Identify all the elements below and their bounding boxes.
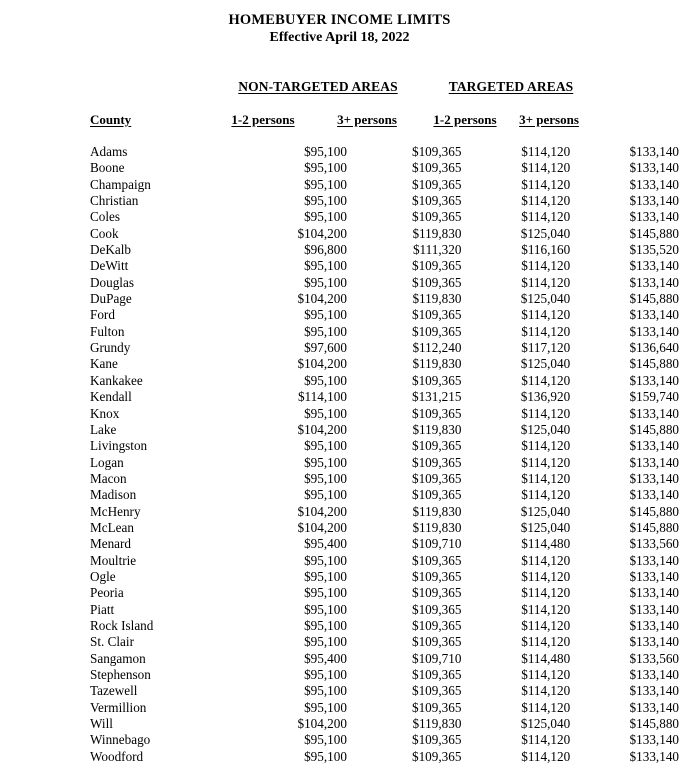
table-row [0, 258, 679, 274]
cell-non-targeted-3-plus: $119,830 [412, 291, 462, 307]
table-row [0, 373, 679, 389]
cell-non-targeted-1-2: $95,100 [304, 470, 347, 486]
cell-targeted-3-plus: $133,140 [629, 568, 679, 584]
column-header-targeted-1-2-persons: 1-2 persons [433, 112, 497, 127]
cell-targeted-1-2: $114,480 [521, 650, 571, 666]
table-row [0, 683, 679, 699]
cell-targeted-1-2: $114,120 [521, 601, 571, 617]
table-row [0, 406, 679, 422]
column-group-header-row [0, 79, 679, 99]
cell-county: Grundy [90, 340, 131, 356]
cell-targeted-3-plus: $133,140 [629, 307, 679, 323]
cell-county: Logan [90, 454, 124, 470]
cell-non-targeted-3-plus: $109,365 [411, 601, 462, 617]
cell-targeted-1-2: $114,120 [521, 438, 571, 454]
cell-targeted-1-2: $114,120 [521, 193, 571, 209]
cell-targeted-3-plus: $133,140 [629, 470, 679, 486]
cell-non-targeted-3-plus: $119,830 [412, 421, 462, 437]
cell-county: DeWitt [90, 258, 129, 274]
cell-non-targeted-3-plus: $109,365 [411, 307, 462, 323]
cell-targeted-1-2: $114,120 [521, 732, 571, 748]
cell-non-targeted-1-2: $95,100 [304, 634, 347, 650]
cell-county: Tazewell [90, 683, 138, 699]
table-body [0, 144, 679, 765]
cell-targeted-1-2: $114,120 [521, 748, 571, 764]
cell-non-targeted-1-2: $95,100 [304, 405, 347, 421]
table-row [0, 585, 679, 601]
cell-targeted-1-2: $125,040 [520, 291, 571, 307]
cell-targeted-3-plus: $133,140 [629, 323, 679, 339]
cell-targeted-1-2: $114,120 [521, 585, 571, 601]
cell-non-targeted-3-plus: $109,365 [411, 748, 462, 764]
cell-non-targeted-3-plus: $109,365 [411, 699, 462, 715]
table-row [0, 209, 679, 225]
cell-targeted-1-2: $125,040 [520, 716, 571, 732]
cell-county: Peoria [90, 585, 124, 601]
cell-targeted-1-2: $114,120 [521, 454, 571, 470]
table-row [0, 455, 679, 471]
cell-targeted-1-2: $114,120 [521, 176, 571, 192]
table-row [0, 667, 679, 683]
cell-non-targeted-1-2: $97,600 [304, 340, 347, 356]
cell-non-targeted-1-2: $104,200 [297, 716, 347, 732]
cell-non-targeted-1-2: $95,100 [304, 601, 347, 617]
cell-county: Ogle [90, 568, 116, 584]
cell-non-targeted-1-2: $104,200 [297, 421, 347, 437]
cell-non-targeted-3-plus: $109,365 [411, 372, 462, 388]
cell-non-targeted-3-plus: $109,365 [411, 617, 462, 633]
table-row [0, 291, 679, 307]
cell-county: St. Clair [90, 634, 134, 650]
cell-non-targeted-3-plus: $109,365 [411, 470, 462, 486]
cell-targeted-3-plus: $133,140 [629, 193, 679, 209]
cell-targeted-1-2: $114,120 [521, 568, 571, 584]
cell-non-targeted-1-2: $95,100 [304, 552, 347, 568]
cell-non-targeted-3-plus: $119,830 [412, 519, 462, 535]
cell-non-targeted-3-plus: $109,365 [411, 405, 462, 421]
group-header-targeted-areas: TARGETED AREAS [448, 79, 574, 94]
cell-non-targeted-3-plus: $109,365 [411, 552, 462, 568]
cell-targeted-3-plus: $145,880 [629, 356, 679, 372]
table-row [0, 177, 679, 193]
table-row [0, 651, 679, 667]
cell-county: Knox [90, 405, 120, 421]
cell-non-targeted-1-2: $95,100 [304, 568, 347, 584]
cell-county: Boone [90, 160, 125, 176]
table-row [0, 242, 679, 258]
cell-targeted-3-plus: $145,880 [629, 503, 679, 519]
cell-non-targeted-1-2: $95,100 [304, 209, 347, 225]
cell-targeted-1-2: $117,120 [521, 340, 571, 356]
cell-targeted-3-plus: $133,140 [629, 699, 679, 715]
cell-county: DuPage [90, 291, 132, 307]
table-row [0, 389, 679, 405]
cell-targeted-1-2: $114,120 [521, 470, 571, 486]
cell-targeted-1-2: $114,120 [521, 144, 571, 159]
cell-non-targeted-3-plus: $109,710 [411, 650, 462, 666]
cell-non-targeted-3-plus: $109,365 [411, 454, 462, 470]
table-row [0, 340, 679, 356]
table-row [0, 569, 679, 585]
cell-targeted-3-plus: $133,140 [629, 372, 679, 388]
cell-county: Rock Island [90, 617, 154, 633]
cell-non-targeted-1-2: $95,100 [304, 438, 347, 454]
cell-non-targeted-1-2: $95,400 [304, 536, 347, 552]
cell-non-targeted-1-2: $96,800 [304, 242, 347, 258]
cell-targeted-3-plus: $133,140 [629, 274, 679, 290]
cell-county: Adams [90, 144, 128, 159]
cell-county: Sangamon [90, 650, 146, 666]
cell-targeted-3-plus: $133,140 [629, 160, 679, 176]
cell-county: Macon [90, 470, 127, 486]
table-row [0, 422, 679, 438]
cell-targeted-1-2: $125,040 [520, 225, 571, 241]
cell-non-targeted-3-plus: $109,365 [411, 487, 462, 503]
cell-targeted-1-2: $114,120 [521, 160, 571, 176]
cell-county: Kankakee [90, 372, 143, 388]
cell-non-targeted-3-plus: $109,365 [411, 160, 462, 176]
table-row [0, 520, 679, 536]
cell-targeted-3-plus: $135,520 [629, 242, 679, 258]
cell-county: Coles [90, 209, 121, 225]
cell-non-targeted-1-2: $114,100 [297, 389, 347, 405]
cell-non-targeted-1-2: $95,100 [304, 274, 347, 290]
table-row [0, 536, 679, 552]
cell-non-targeted-1-2: $95,100 [304, 176, 347, 192]
cell-non-targeted-3-plus: $109,365 [411, 144, 462, 159]
cell-non-targeted-1-2: $104,200 [297, 503, 347, 519]
table-row [0, 471, 679, 487]
table-row [0, 307, 679, 323]
cell-county: Stephenson [90, 667, 151, 682]
cell-county: Fulton [90, 323, 125, 339]
cell-county: Livingston [90, 438, 148, 454]
cell-targeted-1-2: $114,120 [521, 617, 571, 633]
cell-non-targeted-3-plus: $119,830 [412, 356, 462, 372]
cell-targeted-3-plus: $145,880 [629, 291, 679, 307]
cell-non-targeted-3-plus: $109,365 [411, 634, 462, 650]
cell-targeted-3-plus: $133,140 [629, 438, 679, 454]
cell-non-targeted-3-plus: $119,830 [412, 716, 462, 732]
table-row [0, 356, 679, 372]
cell-targeted-3-plus: $133,140 [629, 487, 679, 503]
cell-targeted-1-2: $114,480 [521, 536, 571, 552]
table-row [0, 275, 679, 291]
cell-targeted-3-plus: $145,880 [629, 519, 679, 535]
cell-targeted-3-plus: $133,140 [629, 552, 679, 568]
cell-non-targeted-3-plus: $109,365 [411, 585, 462, 601]
cell-targeted-1-2: $125,040 [520, 519, 571, 535]
cell-targeted-1-2: $125,040 [520, 356, 571, 372]
column-header-county: County [90, 112, 132, 127]
cell-county: Lake [90, 421, 117, 437]
cell-non-targeted-3-plus: $109,365 [411, 209, 462, 225]
cell-non-targeted-1-2: $95,100 [304, 732, 347, 748]
cell-non-targeted-1-2: $95,100 [304, 699, 347, 715]
cell-targeted-1-2: $114,120 [521, 209, 571, 225]
table-row [0, 749, 679, 765]
table-row [0, 504, 679, 520]
table-row [0, 553, 679, 569]
cell-targeted-1-2: $114,120 [521, 683, 571, 699]
cell-targeted-1-2: $114,120 [521, 634, 571, 650]
cell-non-targeted-3-plus: $109,365 [411, 258, 462, 274]
table-row [0, 160, 679, 176]
cell-county: Kendall [90, 389, 132, 405]
cell-targeted-3-plus: $133,560 [629, 536, 679, 552]
cell-non-targeted-1-2: $95,100 [304, 144, 347, 159]
cell-targeted-1-2: $125,040 [520, 503, 571, 519]
cell-targeted-3-plus: $133,140 [629, 258, 679, 274]
cell-non-targeted-1-2: $95,400 [304, 650, 347, 666]
cell-targeted-3-plus: $133,140 [629, 176, 679, 192]
cell-county: Woodford [90, 748, 144, 764]
cell-county: DeKalb [90, 242, 132, 258]
table-row [0, 144, 679, 160]
cell-non-targeted-1-2: $95,100 [304, 585, 347, 601]
cell-non-targeted-1-2: $95,100 [304, 617, 347, 633]
table-row [0, 602, 679, 618]
cell-non-targeted-1-2: $104,200 [297, 356, 347, 372]
cell-county: Will [90, 716, 113, 732]
cell-non-targeted-3-plus: $109,365 [411, 568, 462, 584]
cell-county: Cook [90, 225, 119, 241]
cell-targeted-3-plus: $133,140 [629, 732, 679, 748]
cell-targeted-3-plus: $133,140 [629, 683, 679, 699]
document-header [0, 12, 679, 46]
cell-targeted-1-2: $114,120 [521, 667, 571, 682]
column-header-targeted-3-plus-persons: 3+ persons [519, 112, 579, 127]
column-header-non-targeted-1-2-persons: 1-2 persons [231, 112, 295, 127]
cell-targeted-1-2: $114,120 [521, 405, 571, 421]
table-row [0, 700, 679, 716]
cell-county: McHenry [90, 503, 141, 519]
cell-county: Menard [90, 536, 132, 552]
cell-non-targeted-1-2: $95,100 [304, 323, 347, 339]
cell-targeted-1-2: $125,040 [520, 421, 571, 437]
cell-targeted-1-2: $114,120 [521, 274, 571, 290]
cell-non-targeted-3-plus: $119,830 [412, 225, 462, 241]
cell-targeted-1-2: $114,120 [521, 552, 571, 568]
cell-targeted-1-2: $114,120 [521, 487, 571, 503]
table-header-row [0, 112, 679, 132]
cell-county: Douglas [90, 274, 134, 290]
table-row [0, 438, 679, 454]
table-row [0, 732, 679, 748]
cell-non-targeted-3-plus: $119,830 [412, 503, 462, 519]
cell-county: Winnebago [90, 732, 151, 748]
cell-non-targeted-1-2: $95,100 [304, 454, 347, 470]
cell-targeted-3-plus: $136,640 [629, 340, 679, 356]
column-header-non-targeted-3-plus-persons: 3+ persons [337, 112, 397, 127]
cell-targeted-3-plus: $133,140 [629, 209, 679, 225]
cell-non-targeted-3-plus: $109,365 [411, 732, 462, 748]
cell-county: Ford [90, 307, 115, 323]
table-row [0, 634, 679, 650]
cell-targeted-1-2: $114,120 [521, 307, 571, 323]
cell-county: Christian [90, 193, 139, 209]
cell-non-targeted-3-plus: $109,365 [411, 683, 462, 699]
cell-targeted-3-plus: $133,140 [629, 454, 679, 470]
cell-targeted-3-plus: $133,140 [629, 405, 679, 421]
cell-non-targeted-1-2: $95,100 [304, 667, 347, 682]
cell-non-targeted-1-2: $104,200 [297, 291, 347, 307]
table-row [0, 324, 679, 340]
cell-targeted-3-plus: $145,880 [629, 716, 679, 732]
cell-non-targeted-1-2: $95,100 [304, 372, 347, 388]
cell-non-targeted-3-plus: $112,240 [412, 340, 462, 356]
cell-county: Moultrie [90, 552, 137, 568]
cell-non-targeted-1-2: $104,200 [297, 519, 347, 535]
cell-targeted-1-2: $136,920 [520, 389, 571, 405]
cell-targeted-3-plus: $133,140 [629, 667, 679, 682]
cell-non-targeted-1-2: $95,100 [304, 258, 347, 274]
cell-county: McLean [90, 519, 134, 535]
cell-non-targeted-1-2: $95,100 [304, 683, 347, 699]
cell-county: Madison [90, 487, 137, 503]
cell-non-targeted-3-plus: $109,365 [411, 438, 462, 454]
group-header-non-targeted-areas: NON-TARGETED AREAS [238, 79, 398, 94]
table-row [0, 193, 679, 209]
cell-non-targeted-3-plus: $111,320 [412, 242, 462, 258]
cell-county: Champaign [90, 176, 151, 192]
cell-targeted-3-plus: $133,140 [629, 601, 679, 617]
cell-targeted-3-plus: $133,140 [629, 617, 679, 633]
cell-non-targeted-3-plus: $109,365 [411, 193, 462, 209]
cell-non-targeted-3-plus: $109,365 [411, 323, 462, 339]
cell-non-targeted-1-2: $95,100 [304, 307, 347, 323]
cell-targeted-1-2: $114,120 [521, 372, 571, 388]
table-row [0, 487, 679, 503]
cell-targeted-1-2: $116,160 [521, 242, 571, 258]
cell-non-targeted-3-plus: $109,365 [411, 667, 462, 682]
cell-non-targeted-3-plus: $109,365 [411, 274, 462, 290]
table-row [0, 618, 679, 634]
cell-targeted-1-2: $114,120 [521, 323, 571, 339]
cell-targeted-1-2: $114,120 [521, 699, 571, 715]
cell-targeted-3-plus: $159,740 [629, 389, 679, 405]
table-row [0, 226, 679, 242]
cell-targeted-3-plus: $145,880 [629, 225, 679, 241]
page-title: HOMEBUYER INCOME LIMITS [228, 12, 451, 28]
cell-targeted-3-plus: $145,880 [629, 421, 679, 437]
cell-non-targeted-1-2: $95,100 [304, 487, 347, 503]
cell-non-targeted-1-2: $95,100 [304, 160, 347, 176]
cell-non-targeted-1-2: $95,100 [304, 193, 347, 209]
cell-targeted-3-plus: $133,140 [629, 634, 679, 650]
cell-non-targeted-1-2: $95,100 [304, 748, 347, 764]
cell-targeted-3-plus: $133,560 [629, 650, 679, 666]
cell-targeted-1-2: $114,120 [521, 258, 571, 274]
cell-county: Piatt [90, 601, 115, 617]
cell-county: Vermillion [90, 699, 147, 715]
effective-date-subtitle: Effective April 18, 2022 [269, 30, 410, 45]
cell-targeted-3-plus: $133,140 [629, 144, 679, 159]
cell-county: Kane [90, 356, 118, 372]
cell-non-targeted-3-plus: $109,710 [411, 536, 462, 552]
cell-targeted-3-plus: $133,140 [629, 585, 679, 601]
cell-targeted-3-plus: $133,140 [629, 748, 679, 764]
cell-non-targeted-3-plus: $131,215 [411, 389, 462, 405]
table-row [0, 716, 679, 732]
cell-non-targeted-3-plus: $109,365 [411, 176, 462, 192]
cell-non-targeted-1-2: $104,200 [297, 225, 347, 241]
income-limits-table [0, 144, 679, 765]
